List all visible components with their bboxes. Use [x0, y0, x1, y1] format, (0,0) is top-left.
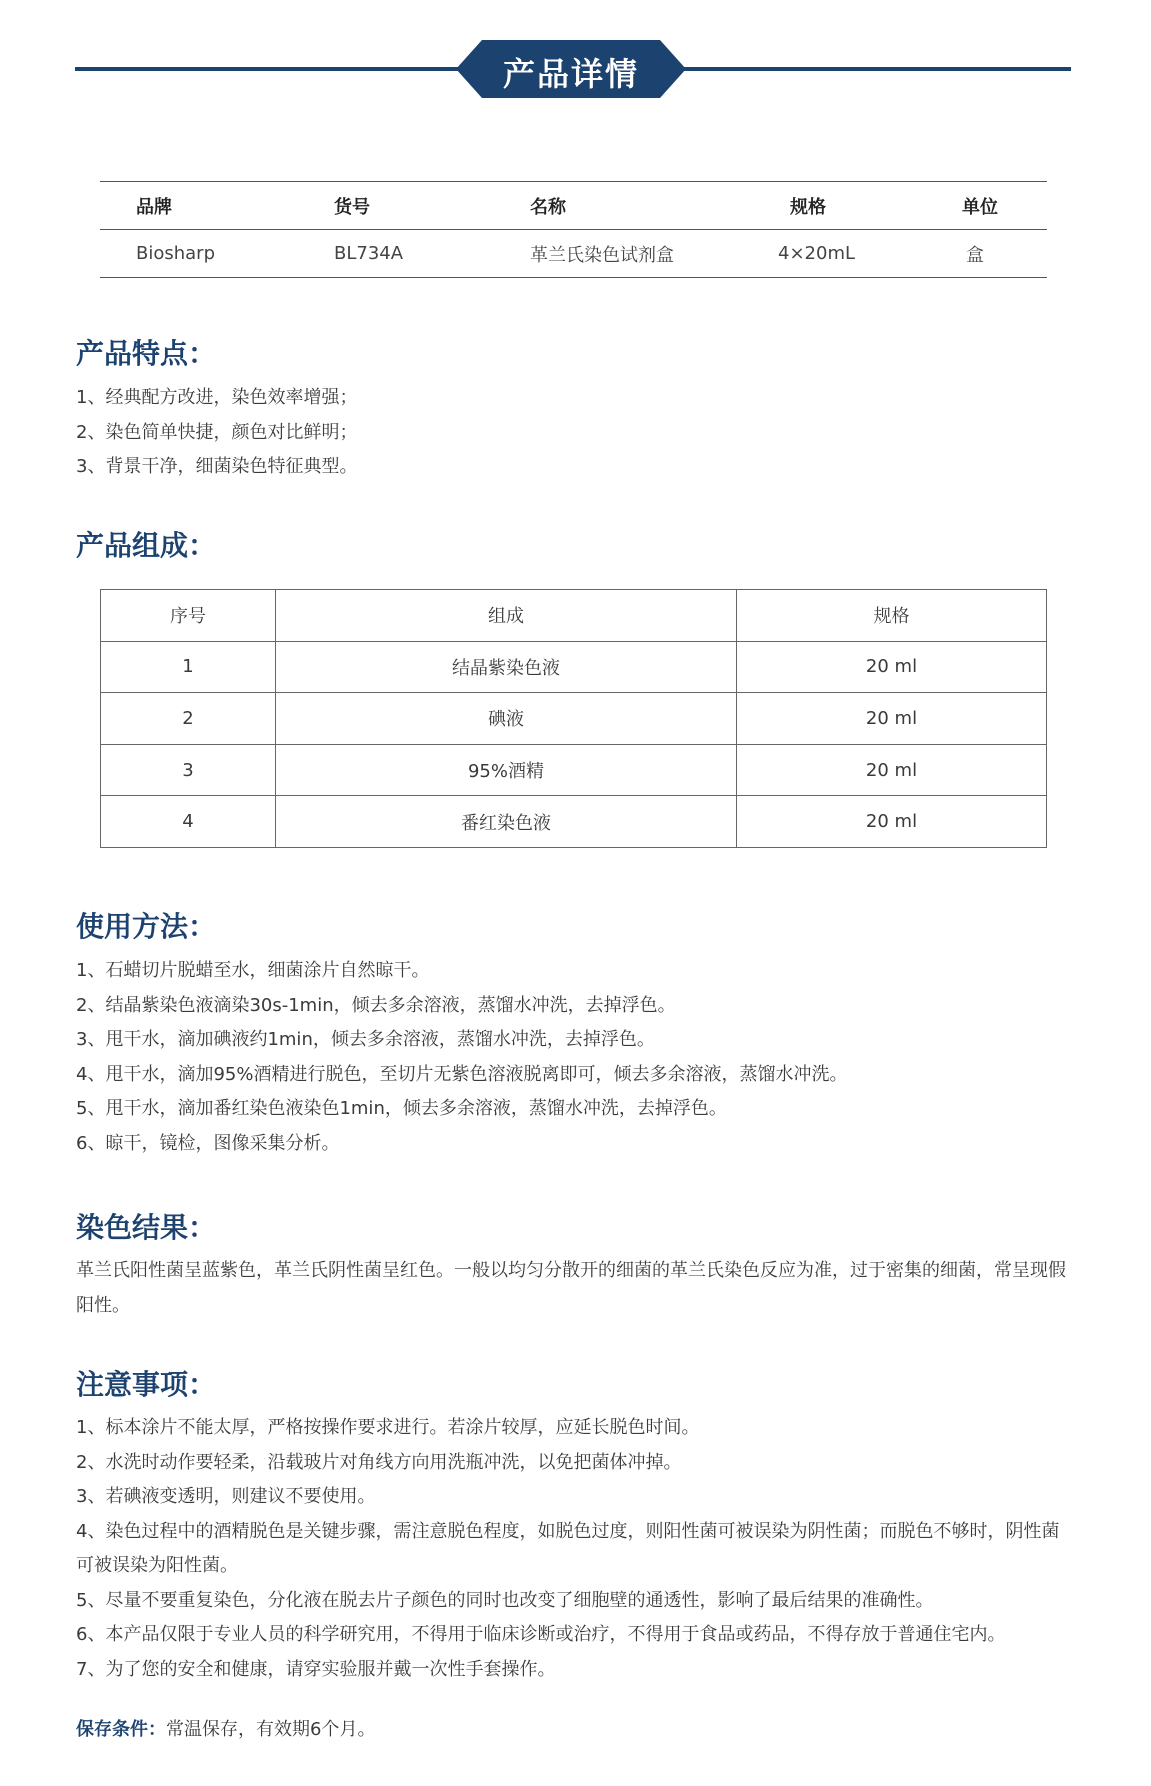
list-item: 2、结晶紫染色液滴染30s-1min，倾去多余溶液，蒸馏水冲洗，去掉浮色。 [76, 994, 676, 1016]
features-list [76, 381, 1076, 485]
cell-component: 番红染色液 [276, 796, 737, 848]
cell-component: 碘液 [276, 693, 737, 745]
table-header-row [101, 590, 1047, 642]
list-item: 1、石蜡切片脱蜡至水，细菌涂片自然晾干。 [76, 960, 430, 981]
list-item: 7、为了您的安全和健康，请穿实验服并戴一次性手套操作。 [76, 1658, 556, 1680]
list-item: 3、甩干水，滴加碘液约1min，倾去多余溶液，蒸馏水冲洗，去掉浮色。 [76, 1029, 655, 1050]
storage-text: 常温保存，有效期6个月。 [166, 1719, 376, 1740]
list-item: 3、背景干净，细菌染色特征典型。 [76, 456, 358, 477]
list-item: 6、本产品仅限于专业人员的科学研究用，不得用于临床诊断或治疗，不得用于食品或药品，不得存放于普通住宅内。 [76, 1624, 1006, 1645]
list-item: 4、甩干水，滴加95%酒精进行脱色，至切片无紫色溶液脱离即可，倾去多余溶液，蒸馏水冲洗。 [76, 1063, 848, 1085]
cell-unit: 盒 [966, 244, 984, 266]
usage-list [76, 954, 1076, 1161]
storage-label: 保存条件： [76, 1719, 166, 1740]
header-sku: 货号 [334, 196, 370, 218]
usage-heading: 使用方法： [76, 910, 217, 943]
cell-spec: 4×20mL [778, 243, 856, 264]
cell-spec: 20 ml [737, 641, 1047, 693]
table-header-row [100, 182, 1047, 230]
header-index: 序号 [101, 590, 276, 642]
result-text: 革兰氏阳性菌呈蓝紫色，革兰氏阴性菌呈红色。一般以均匀分散开的细菌的革兰氏染色反应为准，过于密集的细菌，常呈现假阳性。 [76, 1260, 1066, 1316]
cell-index: 2 [101, 693, 276, 745]
page-title: 产品详情 [502, 55, 639, 93]
cell-component: 结晶紫染色液 [276, 641, 737, 693]
header-name: 名称 [530, 196, 566, 218]
cell-spec: 20 ml [737, 744, 1047, 796]
cell-index: 3 [101, 744, 276, 796]
composition-table [100, 589, 1047, 848]
table-row [100, 230, 1047, 278]
cell-name: 革兰氏染色试剂盒 [530, 244, 674, 266]
list-item: 1、经典配方改进，染色效率增强； [76, 387, 358, 408]
table-row [101, 796, 1047, 848]
list-item: 6、晾干，镜检，图像采集分析。 [76, 1132, 340, 1154]
header-spec: 规格 [737, 590, 1047, 642]
header-brand: 品牌 [136, 196, 172, 218]
list-item: 5、尽量不要重复染色，分化液在脱去片子颜色的同时也改变了细胞壁的通透性，影响了最后结果的准确性。 [76, 1589, 934, 1611]
header-component: 组成 [276, 590, 737, 642]
storage-conditions [76, 1715, 375, 1741]
table-row [101, 641, 1047, 693]
table-row [101, 693, 1047, 745]
list-item: 4、染色过程中的酒精脱色是关键步骤，需注意脱色程度，如脱色过度，则阳性菌可被误染为阴性菌；而脱色不够时，阴性菌可被误染为阳性菌。 [76, 1520, 1060, 1576]
notes-list [76, 1411, 1076, 1687]
cell-spec: 20 ml [737, 796, 1047, 848]
list-item: 3、若碘液变透明，则建议不要使用。 [76, 1486, 376, 1507]
composition-heading: 产品组成： [76, 529, 217, 562]
list-item: 5、甩干水，滴加番红染色液染色1min，倾去多余溶液，蒸馏水冲洗，去掉浮色。 [76, 1098, 727, 1119]
cell-index: 4 [101, 796, 276, 848]
cell-spec: 20 ml [737, 693, 1047, 745]
cell-brand: Biosharp [136, 243, 216, 264]
product-info-table [100, 181, 1047, 278]
cell-component: 95%酒精 [276, 744, 737, 796]
notes-heading: 注意事项： [76, 1368, 217, 1401]
list-item: 2、染色简单快捷，颜色对比鲜明； [76, 421, 358, 443]
header-spec: 规格 [790, 196, 826, 218]
features-heading: 产品特点： [76, 337, 217, 370]
list-item: 1、标本涂片不能太厚，严格按操作要求进行。若涂片较厚，应延长脱色时间。 [76, 1417, 700, 1438]
cell-index: 1 [101, 641, 276, 693]
list-item: 2、水洗时动作要轻柔，沿载玻片对角线方向用洗瓶冲洗，以免把菌体冲掉。 [76, 1451, 682, 1473]
header-unit: 单位 [962, 196, 998, 218]
table-row [101, 744, 1047, 796]
banner-badge [456, 40, 686, 98]
cell-sku: BL734A [334, 243, 404, 264]
header-banner [75, 40, 1071, 100]
result-heading: 染色结果： [76, 1211, 217, 1244]
